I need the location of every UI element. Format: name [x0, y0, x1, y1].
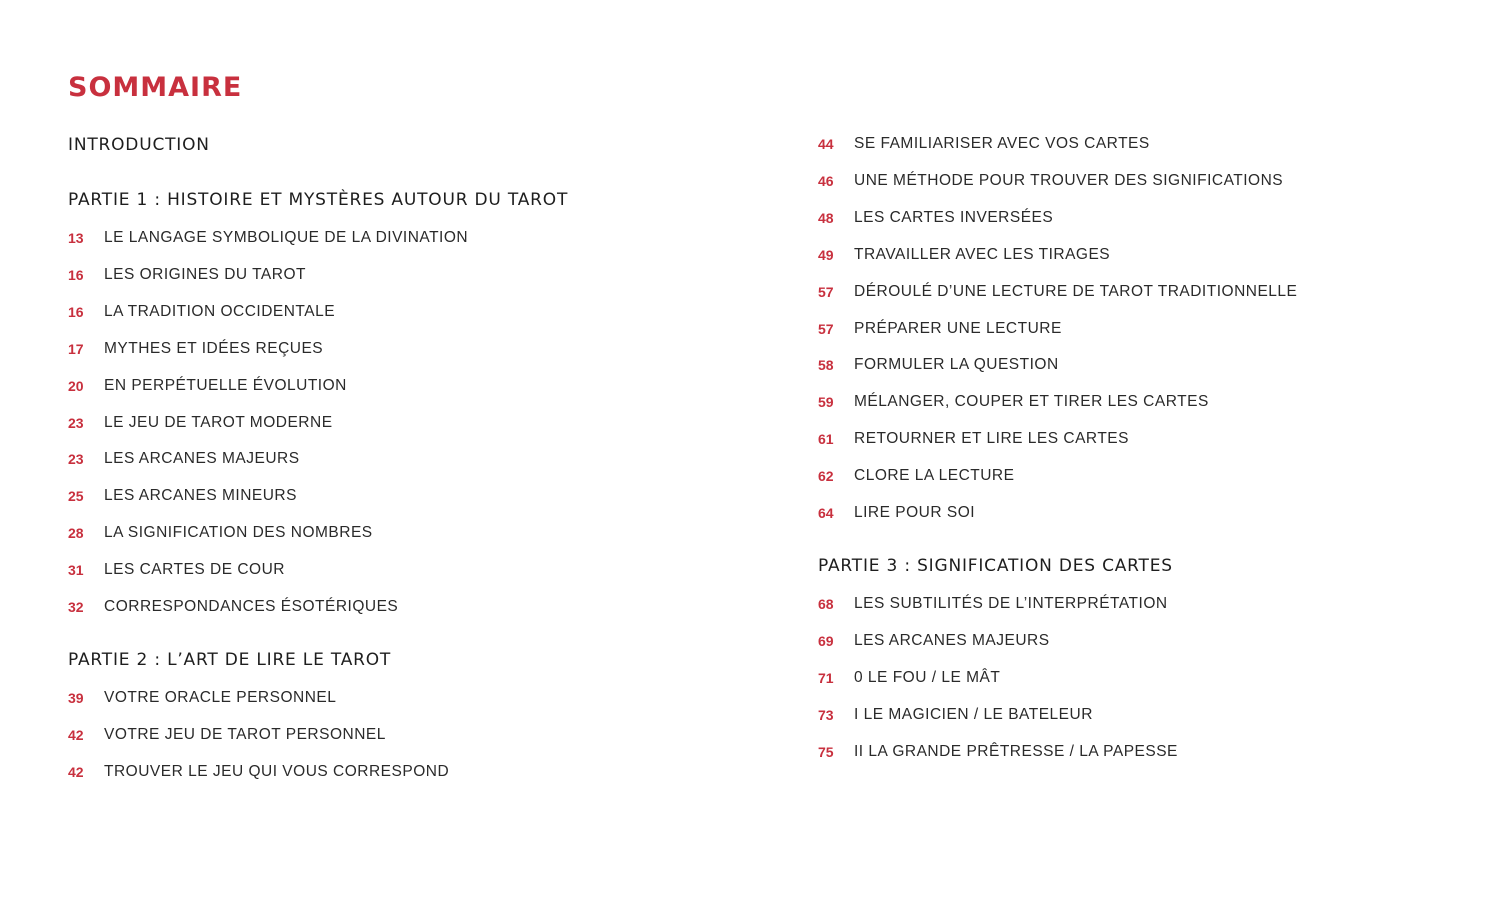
entry-label: LIRE POUR SOI [854, 504, 976, 521]
page-number: 17 [68, 340, 84, 357]
page-number: 68 [818, 596, 834, 612]
entry-label: LES ARCANES MAJEURS [104, 450, 300, 468]
part1-heading[interactable]: PARTIE 1 : HISTOIRE ET MYSTÈRES AUTOUR DU TAROT [68, 190, 569, 210]
entry-label: UNE MÉTHODE POUR TROUVER DES SIGNIFICATIONS [854, 171, 1284, 189]
entry-label: LES CARTES INVERSÉES [854, 208, 1054, 226]
page-number: 16 [68, 303, 84, 320]
entry-label: LES ARCANES MAJEURS [854, 631, 1050, 649]
entry-label: EN PERPÉTUELLE ÉVOLUTION [104, 376, 347, 394]
page-number: 73 [818, 706, 834, 723]
entry-label: LES ARCANES MINEURS [104, 487, 297, 505]
entry-label: 0 LE FOU / LE MÂT [854, 668, 1001, 686]
page-number: 64 [818, 505, 834, 521]
part3-heading[interactable]: PARTIE 3 : SIGNIFICATION DES CARTES [818, 556, 1173, 576]
entry-label: CORRESPONDANCES ÉSOTÉRIQUES [104, 598, 399, 615]
entry-label: PRÉPARER UNE LECTURE [854, 319, 1062, 337]
page-number: 42 [68, 763, 84, 780]
entry-label: LA SIGNIFICATION DES NOMBRES [104, 524, 373, 542]
entry-label: LA TRADITION OCCIDENTALE [104, 302, 336, 320]
entry-label: LES SUBTILITÉS DE L’INTERPRÉTATION [854, 595, 1168, 612]
page-number: 25 [68, 488, 84, 505]
entry-label: II LA GRANDE PRÊTRESSE / LA PAPESSE [854, 742, 1178, 760]
entry-label: MÉLANGER, COUPER ET TIRER LES CARTES [854, 393, 1209, 411]
entry-label: LE LANGAGE SYMBOLIQUE DE LA DIVINATION [104, 229, 469, 246]
page-number: 58 [818, 357, 834, 374]
page-number: 48 [818, 209, 834, 226]
page-title: SOMMAIRE [68, 72, 243, 103]
page-number: 23 [68, 451, 84, 468]
entry-label: VOTRE JEU DE TAROT PERSONNEL [104, 725, 386, 743]
page-number: 61 [818, 431, 834, 448]
page-number: 32 [68, 599, 84, 615]
introduction-heading[interactable]: INTRODUCTION [68, 135, 210, 155]
entry-label: LE JEU DE TAROT MODERNE [104, 413, 333, 431]
entry-label: LES ORIGINES DU TAROT [104, 265, 306, 283]
page-number: 49 [818, 246, 834, 263]
page-number: 16 [68, 266, 84, 283]
page-number: 31 [68, 562, 84, 579]
page-number: 44 [818, 136, 834, 152]
entry-label: I LE MAGICIEN / LE BATELEUR [854, 705, 1093, 723]
entry-label: MYTHES ET IDÉES REÇUES [104, 339, 324, 357]
entry-label: TRAVAILLER AVEC LES TIRAGES [854, 245, 1111, 263]
page-number: 59 [818, 394, 834, 411]
page-number: 13 [68, 230, 84, 246]
page-number: 46 [818, 172, 834, 189]
page-number: 28 [68, 525, 84, 542]
page-number: 20 [68, 377, 84, 394]
entry-label: RETOURNER ET LIRE LES CARTES [854, 430, 1129, 448]
entry-label: DÉROULÉ D’UNE LECTURE DE TAROT TRADITIONNELLE [854, 282, 1298, 300]
page-number: 23 [68, 414, 84, 431]
page-number: 39 [68, 690, 84, 706]
entry-label: TROUVER LE JEU QUI VOUS CORRESPOND [104, 762, 450, 780]
entry-label: CLORE LA LECTURE [854, 467, 1015, 485]
entry-label: VOTRE ORACLE PERSONNEL [104, 689, 337, 706]
entry-label: LES CARTES DE COUR [104, 561, 285, 579]
page-number: 69 [818, 632, 834, 649]
page-number: 42 [68, 726, 84, 743]
entry-label: FORMULER LA QUESTION [854, 356, 1059, 374]
page-number: 57 [818, 283, 834, 300]
page-number: 62 [818, 468, 834, 485]
page-number: 57 [818, 320, 834, 337]
page-number: 71 [818, 669, 834, 686]
page-number: 75 [818, 743, 834, 760]
part2-heading[interactable]: PARTIE 2 : L’ART DE LIRE LE TAROT [68, 650, 392, 670]
entry-label: SE FAMILIARISER AVEC VOS CARTES [854, 135, 1150, 152]
